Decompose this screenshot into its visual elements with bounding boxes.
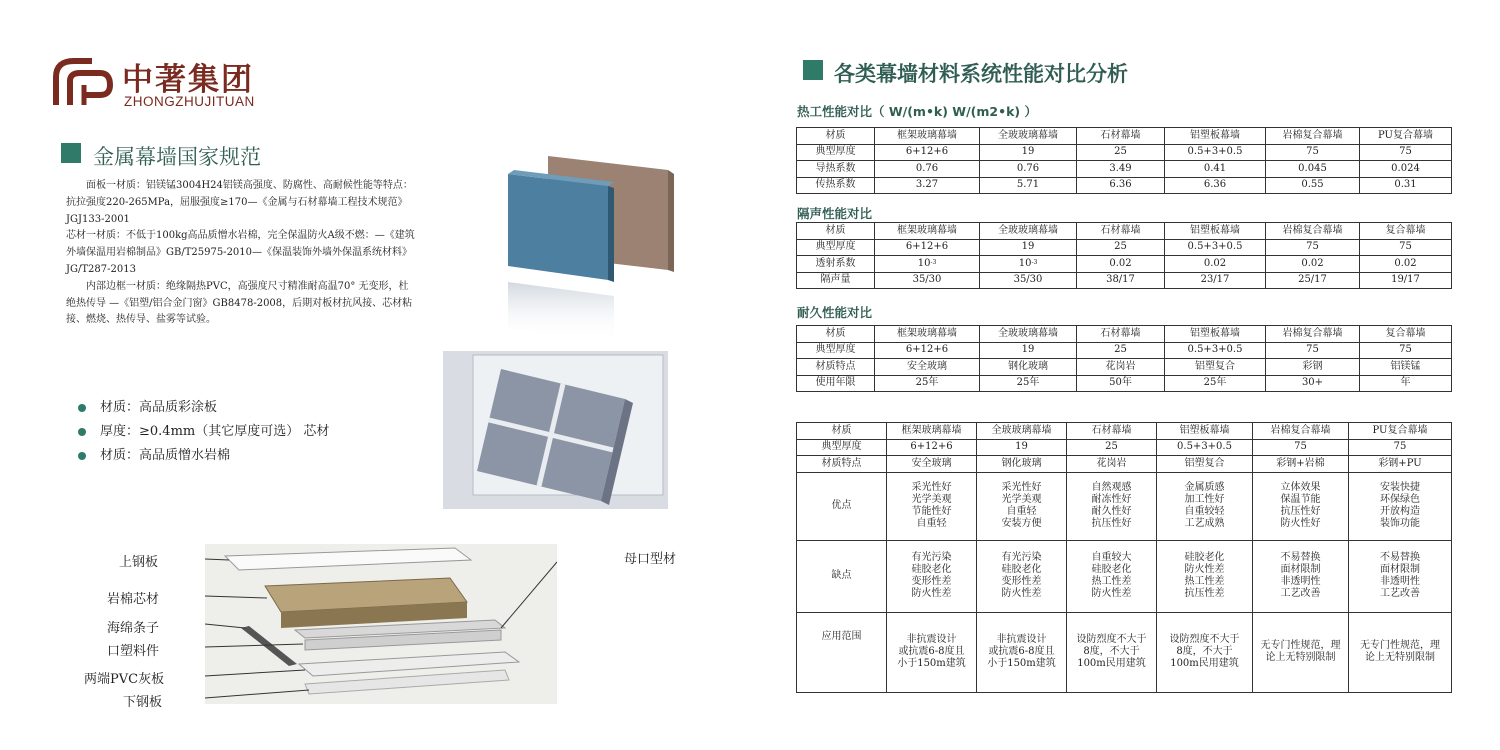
table-row: [797, 375, 1452, 392]
material-bullets: [78, 396, 329, 468]
table-cell: 传热系数: [797, 177, 875, 194]
table-row: [797, 342, 1452, 359]
header-cell: 岩棉复合幕墙: [1253, 423, 1349, 440]
cell-value: 10: [1018, 257, 1032, 269]
exponent: -3: [930, 258, 937, 266]
logo-icon: [52, 55, 114, 107]
table-cell: 透射系数: [797, 256, 875, 273]
header-cell: 铝塑板幕墙: [1165, 223, 1266, 240]
bullet-dot-icon: [78, 452, 86, 460]
thermal-table: [796, 127, 1452, 194]
table-cell: 0.02: [1077, 256, 1165, 273]
header-cell: 框架玻璃幕墙: [875, 326, 980, 343]
header-cell: 石材幕墙: [1077, 326, 1165, 343]
table-cell: 75: [1253, 439, 1349, 456]
table-cell: 自重较大 硅胶老化 热工性差 防火性差: [1067, 540, 1157, 612]
table-cell: 无专门性规范，理 论上无特别限制: [1253, 612, 1349, 692]
table-row: [797, 439, 1452, 456]
table-cell: 采光性好 光学美观 节能性好 自重轻: [887, 472, 977, 540]
table-header-row: [797, 128, 1452, 145]
label-rockwool: 岩棉芯材: [107, 592, 160, 607]
table-cell: 19: [980, 342, 1077, 359]
header-cell: 岩棉复合幕墙: [1266, 128, 1360, 145]
table-cell: 25年: [875, 375, 980, 392]
table-cell: 不易替换 面材限制 非透明性 工艺改善: [1349, 540, 1452, 612]
spec-line: 接、燃烧、热传导、盐雾等试验。: [66, 314, 216, 326]
label-pvc: 两端PVC灰板: [84, 672, 165, 687]
table-cell: 彩钢+PU: [1349, 456, 1452, 473]
header-cell: 铝塑板幕墙: [1165, 326, 1266, 343]
right-heading: 各类幕墙材料系统性能对比分析: [834, 62, 1128, 86]
table-cell: 25: [1077, 342, 1165, 359]
table-cell: 0.55: [1266, 177, 1360, 194]
table-cell: 导热系数: [797, 161, 875, 178]
header-cell: 框架玻璃幕墙: [875, 223, 980, 240]
spec-line: 外墙保温用岩棉制品》GB/T25975-2010—《保温装饰外墙外保温系统材料》: [66, 247, 413, 259]
table-cell: 75: [1360, 239, 1452, 256]
table-cell: 75: [1266, 144, 1360, 161]
table-cell: 非抗震设计 或抗震6-8度且 小于150m建筑: [977, 612, 1067, 692]
table-cell: 0.02: [1360, 256, 1452, 273]
table-cell: 50年: [1077, 375, 1165, 392]
spec-line: JG/T287-2013: [66, 263, 136, 275]
table-row: [797, 144, 1452, 161]
table-cell: 典型厚度: [797, 144, 875, 161]
table-cell: 0.024: [1360, 161, 1452, 178]
row-label: 优点: [797, 472, 887, 540]
table-row: [797, 456, 1452, 473]
bullet-item: [78, 396, 329, 420]
table-header-row: [797, 423, 1452, 440]
bullet-dot-icon: [78, 428, 86, 436]
table-cell: 25: [1077, 239, 1165, 256]
application-row: [797, 612, 1452, 692]
table-cell: 6+12+6: [875, 342, 980, 359]
table-cell: 安全玻璃: [875, 359, 980, 376]
spec-text: [66, 178, 478, 329]
table-cell: 钢化玻璃: [977, 456, 1067, 473]
table-cell: 3.49: [1077, 161, 1165, 178]
table-cell: 30+: [1266, 375, 1360, 392]
table-cell: 25: [1067, 439, 1157, 456]
heading-marker: [61, 143, 81, 163]
spec-line: 面板一材质：铝镁锰3004H24铝镁高强度、防腐性、高耐候性能等特点：: [86, 180, 413, 191]
table-cell: 0.31: [1360, 177, 1452, 194]
table-cell: 6+12+6: [875, 239, 980, 256]
header-cell: 框架玻璃幕墙: [875, 128, 980, 145]
left-heading: 金属幕墙国家规范: [93, 145, 261, 169]
table-cell: 0.76: [980, 161, 1077, 178]
label-top-steel: 上钢板: [119, 555, 159, 570]
header-cell: 石材幕墙: [1077, 128, 1165, 145]
table-cell: 硅胶老化 防火性差 热工性差 抗压性差: [1157, 540, 1253, 612]
table-cell: 材质特点: [797, 359, 875, 376]
table-cell: 典型厚度: [797, 439, 887, 456]
header-cell: 全玻玻璃幕墙: [980, 326, 1077, 343]
table-cell: 35/30: [875, 272, 980, 289]
table-header-row: [797, 326, 1452, 343]
row-label: 应用范围: [797, 612, 887, 692]
header-cell: PU复合幕墙: [1360, 128, 1452, 145]
table-row: [797, 359, 1452, 376]
panel-sample-image: [500, 152, 682, 348]
table-cell: 典型厚度: [797, 342, 875, 359]
exponent: -3: [1031, 258, 1038, 266]
table-row: [797, 177, 1452, 194]
table-cell: 典型厚度: [797, 239, 875, 256]
acoustic-title: 隔声性能对比: [797, 206, 873, 221]
table-cell: 彩钢: [1266, 359, 1360, 376]
bullet-item: [78, 420, 329, 444]
table-cell: 25年: [980, 375, 1077, 392]
advantages-row: [797, 472, 1452, 540]
row-label: 缺点: [797, 540, 887, 612]
table-cell: 无专门性规范，理 论上无特别限制: [1349, 612, 1452, 692]
table-cell: 38/17: [1077, 272, 1165, 289]
header-cell: 岩棉复合幕墙: [1266, 326, 1360, 343]
acoustic-table: [796, 222, 1452, 289]
heading-marker: [803, 60, 823, 80]
label-female-profile: 母口型材: [624, 552, 677, 567]
brand-name-en: ZHONGZHUJITUAN: [124, 94, 255, 109]
table-cell: 有光污染 硅胶老化 变形性差 防火性差: [887, 540, 977, 612]
table-cell: 19: [980, 144, 1077, 161]
table-cell: 23/17: [1165, 272, 1266, 289]
table-row: [797, 256, 1452, 273]
exploded-diagram: [205, 544, 557, 704]
table-cell: 25/17: [1266, 272, 1360, 289]
label-plastic: 口塑料件: [107, 644, 160, 659]
durability-title: 耐久性能对比: [797, 305, 873, 320]
header-cell: 岩棉复合幕墙: [1266, 223, 1360, 240]
table-header-row: [797, 223, 1452, 240]
table-cell: 75: [1360, 144, 1452, 161]
bullet-item: [78, 444, 329, 468]
table-cell: 19: [980, 239, 1077, 256]
table-cell: 6+12+6: [887, 439, 977, 456]
header-cell: PU复合幕墙: [1349, 423, 1452, 440]
header-cell: 铝塑板幕墙: [1157, 423, 1253, 440]
table-cell: [875, 256, 980, 273]
spec-line: 绝热传导 —《铝塑/铝合金门窗》GB8478-2008，后期对板材抗风接、芯材粘: [66, 297, 413, 309]
durability-table: [796, 325, 1452, 392]
table-cell: 彩钢+岩棉: [1253, 456, 1349, 473]
table-cell: 不易替换 面材限制 非透明性 工艺改善: [1253, 540, 1349, 612]
thermal-title: 热工性能对比（ W/(m•k) W/(m2•k) ）: [797, 104, 1037, 119]
spec-line: JGJ133-2001: [66, 213, 130, 225]
table-cell: 安装快捷 环保绿色 开放构造 装饰功能: [1349, 472, 1452, 540]
panel-assembly-image: [443, 351, 668, 509]
table-cell: 75: [1266, 239, 1360, 256]
bullet-text: 厚度：≥0.4mm（其它厚度可选） 芯材: [100, 424, 330, 439]
header-cell: 框架玻璃幕墙: [887, 423, 977, 440]
table-cell: 25年: [1165, 375, 1266, 392]
table-cell: 材质特点: [797, 456, 887, 473]
summary-table: [796, 422, 1452, 693]
brand-name: 中著集团: [122, 62, 254, 98]
header-cell: 石材幕墙: [1067, 423, 1157, 440]
table-cell: 铝塑复合: [1165, 359, 1266, 376]
header-cell: 材质: [797, 423, 887, 440]
label-bottom-steel: 下钢板: [123, 695, 163, 710]
table-cell: 0.045: [1266, 161, 1360, 178]
table-cell: 安全玻璃: [887, 456, 977, 473]
table-cell: 0.02: [1165, 256, 1266, 273]
table-cell: 6+12+6: [875, 144, 980, 161]
table-cell: 花岗岩: [1067, 456, 1157, 473]
header-cell: 石材幕墙: [1077, 223, 1165, 240]
bullet-dot-icon: [78, 404, 86, 412]
table-cell: 75: [1349, 439, 1452, 456]
header-cell: 复合幕墙: [1360, 326, 1452, 343]
header-cell: 复合幕墙: [1360, 223, 1452, 240]
table-cell: 0.41: [1165, 161, 1266, 178]
table-cell: 有光污染 硅胶老化 变形性差 防火性差: [977, 540, 1067, 612]
table-cell: 立体效果 保温节能 抗压性好 防火性好: [1253, 472, 1349, 540]
table-cell: 采光性好 光学美观 自重轻 安装方便: [977, 472, 1067, 540]
table-cell: 0.02: [1266, 256, 1360, 273]
table-cell: 3.27: [875, 177, 980, 194]
table-cell: 75: [1266, 342, 1360, 359]
table-cell: 25: [1077, 144, 1165, 161]
table-cell: 隔声量: [797, 272, 875, 289]
spec-line: 抗拉强度220-265MPa，屈服强度≥170—《金属与石材幕墙工程技术规范》: [66, 196, 408, 208]
table-row: [797, 272, 1452, 289]
table-cell: 0.5+3+0.5: [1157, 439, 1253, 456]
table-cell: 19: [977, 439, 1067, 456]
disadvantages-row: [797, 540, 1452, 612]
table-cell: 6.36: [1077, 177, 1165, 194]
table-cell: 0.76: [875, 161, 980, 178]
table-cell: 花岗岩: [1077, 359, 1165, 376]
header-cell: 材质: [797, 326, 875, 343]
table-cell: 19/17: [1360, 272, 1452, 289]
table-cell: 6.36: [1165, 177, 1266, 194]
table-cell: 0.5+3+0.5: [1165, 239, 1266, 256]
table-cell: 75: [1360, 342, 1452, 359]
header-cell: 全玻玻璃幕墙: [980, 223, 1077, 240]
table-row: [797, 239, 1452, 256]
table-cell: 5.71: [980, 177, 1077, 194]
spec-line: 内部边框一材质：绝缘隔热PVC，高强度尺寸精准耐高温70° 无变形，杜: [86, 280, 409, 292]
label-sponge: 海绵条子: [107, 621, 160, 636]
table-cell: 0.5+3+0.5: [1165, 144, 1266, 161]
bullet-text: 材质：高品质憎水岩棉: [100, 448, 231, 463]
table-cell: 铝镁锰: [1360, 359, 1452, 376]
header-cell: 全玻玻璃幕墙: [980, 128, 1077, 145]
table-cell: 年: [1360, 375, 1452, 392]
header-cell: 铝塑板幕墙: [1165, 128, 1266, 145]
table-cell: 使用年限: [797, 375, 875, 392]
table-cell: 35/30: [980, 272, 1077, 289]
table-cell: 设防烈度不大于 8度，不大于 100m民用建筑: [1067, 612, 1157, 692]
bullet-text: 材质：高品质彩涂板: [100, 400, 218, 415]
header-cell: 材质: [797, 128, 875, 145]
table-row: [797, 161, 1452, 178]
table-cell: 金属质感 加工性好 自重较轻 工艺成熟: [1157, 472, 1253, 540]
table-cell: 非抗震设计 或抗震6-8度且 小于150m建筑: [887, 612, 977, 692]
header-cell: 材质: [797, 223, 875, 240]
table-cell: 铝塑复合: [1157, 456, 1253, 473]
spec-line: 芯材一材质：不低于100kg高品质憎水岩棉，完全保温防火A级不燃：—《建筑: [66, 230, 415, 242]
table-cell: [980, 256, 1077, 273]
table-cell: 0.5+3+0.5: [1165, 342, 1266, 359]
header-cell: 全玻玻璃幕墙: [977, 423, 1067, 440]
table-cell: 自然观感 耐冻性好 耐久性好 抗压性好: [1067, 472, 1157, 540]
table-cell: 设防烈度不大于 8度，不大于 100m民用建筑: [1157, 612, 1253, 692]
table-cell: 钢化玻璃: [980, 359, 1077, 376]
cell-value: 10: [917, 257, 931, 269]
